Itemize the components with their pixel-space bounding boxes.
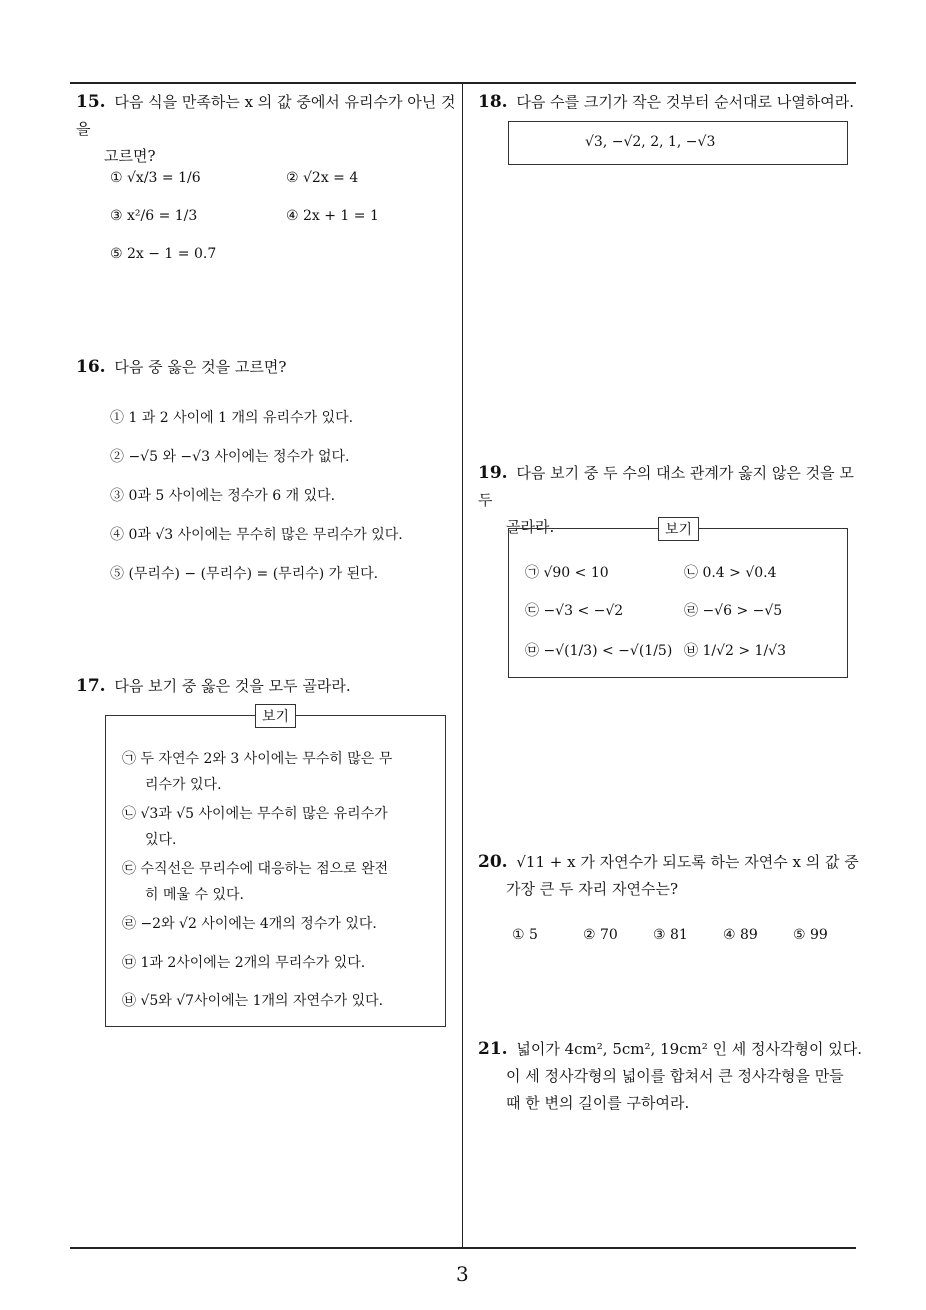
q20-option-3[interactable]: ③ 81 [653, 927, 688, 943]
q20-option-5[interactable]: ⑤ 99 [793, 927, 828, 943]
question-number: 17. [76, 676, 106, 696]
column-divider [462, 82, 463, 1248]
question-16 [76, 354, 456, 381]
q17-item-c: ㉢ 수직선은 무리수에 대응하는 점으로 완전 [122, 861, 389, 877]
q16-option-2[interactable]: ② −√5 와 −√3 사이에는 정수가 없다. [110, 449, 350, 465]
question-number: 16. [76, 357, 106, 377]
q19-item-c: ㉢ −√3 < −√2 [525, 603, 624, 619]
q15-option-5[interactable]: ⑤ 2x − 1 = 0.7̇ [110, 246, 217, 262]
q19-item-b: ㉡ 0.4 > √0.4 [684, 565, 777, 581]
question-text: 골라라. [506, 518, 555, 536]
q19-item-e: ㉤ −√(1/3) < −√(1/5) [525, 643, 673, 659]
question-21 [478, 1036, 868, 1117]
bottom-rule [70, 1247, 856, 1249]
question-text: 가장 큰 두 자리 자연수는? [506, 880, 679, 898]
q15-option-1[interactable]: ① √x/3 = 1/6 [110, 170, 201, 186]
question-text: 다음 식을 만족하는 x 의 값 중에서 유리수가 아닌 것을 [76, 93, 456, 138]
top-rule [70, 82, 856, 84]
question-text: 고르면? [104, 147, 156, 165]
q19-item-f: ㉥ 1/√2 > 1/√3 [684, 643, 786, 659]
q17-item-e: ㉤ 1과 2사이에는 2개의 무리수가 있다. [122, 955, 366, 971]
q16-option-3[interactable]: ③ 0과 5 사이에는 정수가 6 개 있다. [110, 488, 336, 504]
question-text: 넓이가 4cm², 5cm², 19cm² 인 세 정사각형이 있다. [516, 1040, 863, 1058]
q17-bogi-label: 보기 [255, 704, 296, 728]
q17-item-c-cont: 히 메울 수 있다. [145, 887, 244, 903]
question-text: 다음 보기 중 옳은 것을 모두 골라라. [114, 677, 351, 695]
question-20 [478, 849, 868, 903]
q17-item-d: ㉣ −2와 √2 사이에는 4개의 정수가 있다. [122, 916, 377, 932]
question-text: 다음 중 옳은 것을 고르면? [114, 358, 287, 376]
q17-item-a-cont: 리수가 있다. [145, 777, 222, 793]
question-15 [76, 89, 456, 170]
q17-item-a: ㉠ 두 자연수 2와 3 사이에는 무수히 많은 무 [122, 751, 393, 767]
q16-option-1[interactable]: ① 1 과 2 사이에 1 개의 유리수가 있다. [110, 410, 354, 426]
question-number: 15. [76, 92, 106, 112]
question-number: 20. [478, 852, 508, 872]
q17-item-b: ㉡ √3과 √5 사이에는 무수히 많은 유리수가 [122, 806, 388, 822]
q18-values: √3, −√2, 2, 1, −√3 [585, 134, 716, 150]
question-17 [76, 673, 456, 700]
question-18 [478, 89, 868, 116]
q20-option-4[interactable]: ④ 89 [723, 927, 758, 943]
q17-item-b-cont: 있다. [145, 832, 177, 848]
q15-option-3[interactable]: ③ x²/6 = 1/3 [110, 208, 198, 224]
q20-option-1[interactable]: ① 5 [512, 927, 538, 943]
q16-option-4[interactable]: ④ 0과 √3 사이에는 무수히 많은 무리수가 있다. [110, 527, 403, 543]
question-text: 이 세 정사각형의 넓이를 합쳐서 큰 정사각형을 만들 [506, 1067, 844, 1085]
q19-bogi-label: 보기 [658, 517, 699, 541]
q15-option-2[interactable]: ② √2x = 4 [286, 170, 359, 186]
page-number: 3 [456, 1262, 469, 1286]
q19-item-a: ㉠ √90 < 10 [525, 565, 609, 581]
question-text: 다음 수를 크기가 작은 것부터 순서대로 나열하여라. [516, 93, 855, 111]
q20-option-2[interactable]: ② 70 [583, 927, 618, 943]
q16-option-5[interactable]: ⑤ (무리수) − (무리수) = (무리수) 가 된다. [110, 566, 379, 582]
q17-item-f: ㉥ √5와 √7사이에는 1개의 자연수가 있다. [122, 993, 384, 1009]
q19-item-d: ㉣ −√6 > −√5 [684, 603, 783, 619]
question-number: 18. [478, 92, 508, 112]
question-text: 때 한 변의 길이를 구하여라. [506, 1094, 690, 1112]
question-text: 다음 보기 중 두 수의 대소 관계가 옳지 않은 것을 모두 [478, 464, 854, 509]
question-number: 19. [478, 463, 508, 483]
q15-option-4[interactable]: ④ 2x + 1 = 1 [286, 208, 379, 224]
question-text: √11 + x 가 자연수가 되도록 하는 자연수 x 의 값 중 [516, 853, 859, 871]
question-number: 21. [478, 1039, 508, 1059]
